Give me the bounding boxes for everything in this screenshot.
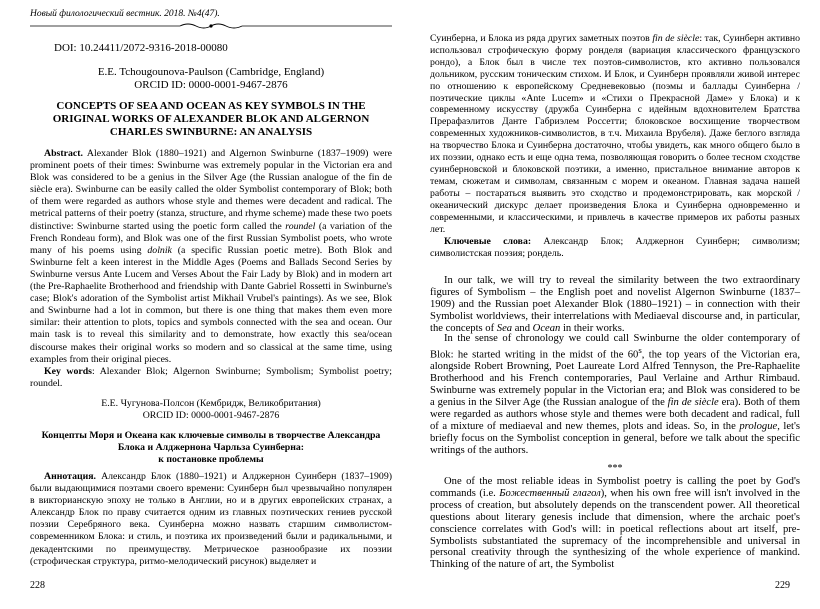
body-paragraph (430, 333, 800, 457)
italic-term: fin de siècle (667, 397, 719, 409)
abstract-ru-text: Александр Блок (1880–1921) и Алджернон Суинберн (1837–1909) были выдающимися поэтами своего времени: Суинберн был чрезвычайно популярен в викторианскую эпоху не только в Англии, но и в других европейских странах, а Александр Блок по праву считается одним из главных поэтических гениев русской поэзии Серебряного века. Суинберна можно назвать старшим символистом-современником Блока: и стиль, и поэтика их произведений были и радикальными, и декадентскими по преимуществу. Метрическое разнообразие их поэзии (строфическая структура, ритмо-мелодический рисунок) выделяет и (30, 471, 392, 567)
body-text: : так, Суинберн активно использовал строфическую форму ронделя (вариация классического французского рондо), а Блок был в числе тех поэтов-символистов, кто активно пользовался дольником, русским тоническим стихом. И Блок, и Суинберн проявляли живой интерес по отношению к европейскому Средневековью (поэмы и баллады Суинберна / поэтические циклы «Ante Lucem» и «Стихи о Прекрасной Даме» у Блока) и к современному искусству (дружба Суинберна с идейным вдохновителем Братства Прерафаэлитов Данте Габриэлем Россетти; блоковское восхищение творчеством современных художников-символистов, в т.ч. Михаила Врубеля). Даже беглого взгляда на творчество Блока и Суинберна достаточно, чтобы увидеть, как много общего было в их поэзии, однако есть и еще одна тема, позволяющая говорить о более тесном сходстве суинберновской и блоковской поэтики, а именно, пристальное внимание авторов к темам, сюжетам и символам, связанным с морем и океаном. Главная задача нашей работы – постараться выявить это сходство и продемонстрировать, как морской / океанический дискурс делает произведения Блока и Суинберна одновременно и современными, и классическими, и привлечь в качестве примеров их работы разных лет. (430, 33, 800, 235)
body-text: Суинберна, и Блока из ряда других заметных поэтов (430, 33, 653, 44)
article-title-en: CONCEPTS OF SEA AND OCEAN AS KEY SYMBOLS IN THE ORIGINAL WORKS OF ALEXANDER BLOK AND ALGERNON CHARLES SWINBURNE: AN ANALYSIS (52, 100, 370, 138)
body-text: ), when his own free will isn't involved in the process of creation, but absolutely depends on the transcendent power. All theoretical questions about literary genesis include that dimension, where the archaic poet's conscience correlates with God's will: in poetical reflections about art itself, pre-Symbolists substantiated the supremacy of the incomprehensible and universal in personal creativity through the synthesizing of the whole experience of mankind. Thinking of the nature of art, the Symbolist (430, 487, 800, 571)
italic-term: Божественный глагол (499, 487, 601, 499)
abstract-text: (a specific Russian poetic metre). Both Blok and Swinburne felt a keen interest in the Middle Ages (Poems and Ballads Second Series by Swinburne versus Ante Lucem and Verses About the Fair Lady by Blok) and in modern art (the Pre-Raphaelite Brotherhood and friendship with Dante Gabriel Rossetti in Swinburne's case; Blok's adoration of the Symbolist artist Mikhail Vrubel's paintings). As we see, Blok and Swinburne had a lot in common, but there is one thing that makes them even more similar: their attention to plots, topics and symbols connected with the sea and ocean. Our main task is to reveal this similarity and to demonstrate, how exactly this sea/ocean discourse makes their original works so modern and so classical at the same time, using examples from their original pieces. (30, 244, 392, 365)
abstract-label: Abstract. (44, 148, 83, 159)
abstract-text: (a variation of the French Rondeau form), and Blok was one of the first Russian Symbolist poets, who wrote many of his poems using (30, 220, 393, 256)
article-title-ru (30, 430, 392, 467)
author-ru-orcid: ORCID ID: 0000-0001-9467-2876 (142, 410, 280, 422)
title-ru-line: Концепты Моря и Океана как ключевые символы в творчестве Александра Блока и Алджернона Чарльза Суинберна: (41, 430, 381, 454)
body-text: , the top years of the Victorian era, alongside Robert Browning, Poet Laureate Lord Alfred Tennyson, the Pre-Raphaelite Brotherhood and his French contemporaries, Paul Verlaine and Arthur Rimbaud. Swinburne was extremely popular in the Victorian era; and Blok was considered to be a genius in the Silver Age (the Russian analogue of the (430, 349, 801, 409)
doi: DOI: 10.24411/2072-9316-2018-00080 (54, 42, 228, 54)
abstract-ru-label: Аннотация. (44, 471, 97, 482)
body-paragraph (430, 275, 800, 335)
keywords-en (30, 366, 392, 390)
page-number: 229 (775, 580, 790, 591)
page-number: 228 (30, 580, 45, 591)
right-page (410, 0, 820, 609)
header-ornament (30, 22, 392, 30)
abstract-term: dolnik (147, 244, 172, 256)
italic-term: Ocean (532, 322, 561, 334)
running-head: Новый филологический вестник. 2018. №4(47). (30, 9, 220, 19)
superscript: s (638, 344, 642, 355)
abstract-ru-continued (430, 33, 800, 235)
author-en-orcid: ORCID ID: 0000-0001-9467-2876 (134, 79, 288, 91)
body-text: One of the most reliable ideas in Symbolist poetry is calling the poet by God's commands (i.e. (430, 476, 800, 499)
italic-term: fin de siècle (652, 33, 700, 44)
keywords-ru-label: Ключевые слова: (444, 236, 532, 247)
body-text: , let's briefly focus on the Symbolist conception in general, before we talk about the specific writings of the authors. (430, 420, 800, 456)
section-separator: *** (607, 463, 623, 474)
body-text: and (512, 322, 533, 334)
italic-term: Sea (496, 322, 513, 334)
abstract-term: roundel (285, 220, 316, 232)
keywords-ru (430, 236, 800, 260)
body-paragraph (430, 476, 800, 571)
abstract-en (30, 148, 392, 366)
abstract-text: Alexander Blok (1880–1921) and Algernon Swinburne (1837–1909) were prominent poets of their times: Swinburne was extremely popular in the Victorian era and Blok was considered to be a genius in the Silver Age (the Russian analogue of the fin de siècle era). Swinburne can be easily called the older Symbolist contemporary of Blok; both of them were regarded as authors whose style and themes were decadent and radical. The metrical patterns of their poetry (stanza, structure, and rhyme scheme) made these two poets distinctive: Swinburne started using the poetic form called the (30, 148, 392, 232)
body-text: era). Both of them were regarded as authors whose style and themes were both decadent and radical, full of a mixture of mediaeval and new themes, plots and ideas. So, in the (430, 397, 801, 432)
body-text: In our talk, we will try to reveal the similarity between the two extraordinary figures of Symbolism – the English poet and novelist Algernon Swinburne (1837–1909) and the Russian poet Alexander Blok (1880–1921) – in connection with their Symbolist worldviews, their interrelations with Mediaeval discourse and, in particular, the concepts of (430, 275, 800, 334)
author-ru (30, 398, 392, 422)
author-ru-name: Е.Е. Чугунова-Полсон (Кембридж, Великобритания) (101, 398, 321, 409)
keywords-ru-text: Александр Блок; Алджернон Суинберн; символизм; символистская поэзия; рондель. (430, 236, 800, 259)
author-en (30, 66, 392, 92)
body-text: In the sense of chronology we could call Swinburne the older contemporary of Blok: he started writing in the midst of the 60 (430, 333, 800, 361)
body-text: in their works. (560, 322, 625, 334)
abstract-ru (30, 471, 392, 568)
title-ru-line: к постановке проблемы (158, 454, 264, 466)
author-en-name: E.E. Tchougounova-Paulson (Cambridge, England) (97, 66, 325, 78)
italic-term: prologue (739, 420, 778, 432)
keywords-text: : Alexander Blok; Algernon Swinburne; Symbolism; Symbolist poetry; roundel. (30, 366, 393, 390)
keywords-label: Key words (44, 366, 92, 377)
